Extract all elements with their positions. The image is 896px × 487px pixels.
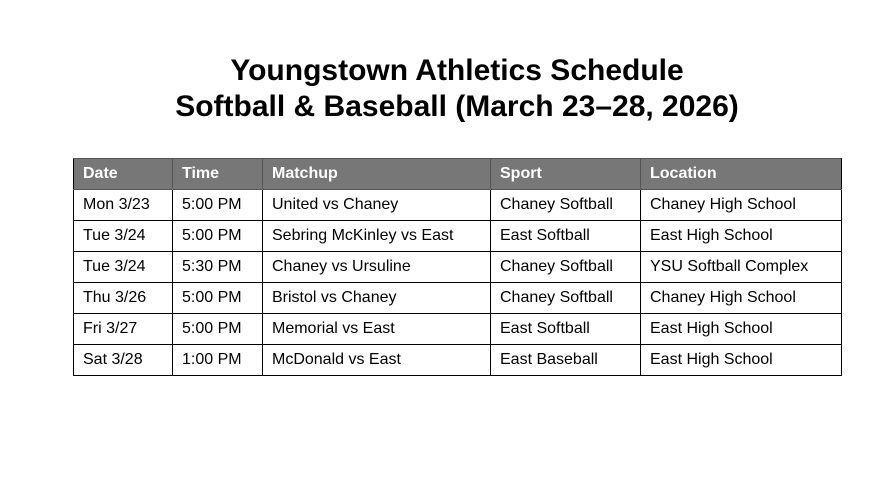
column-header-matchup: Matchup [263,159,491,190]
cell-sport: East Softball [491,221,641,252]
cell-date: Sat 3/28 [74,345,173,376]
cell-time: 5:00 PM [173,221,263,252]
table-header-row [74,159,842,190]
cell-date: Tue 3/24 [74,252,173,283]
cell-sport: East Softball [491,314,641,345]
cell-matchup: Sebring McKinley vs East [263,221,491,252]
table-row [74,190,842,221]
cell-location: Chaney High School [641,190,842,221]
cell-time: 5:00 PM [173,314,263,345]
cell-sport: Chaney Softball [491,190,641,221]
schedule-table [73,158,842,376]
table-row [74,221,842,252]
cell-matchup: McDonald vs East [263,345,491,376]
cell-location: East High School [641,221,842,252]
cell-location: YSU Softball Complex [641,252,842,283]
column-header-location: Location [641,159,842,190]
title-line-1: Youngstown Athletics Schedule [230,54,684,87]
cell-matchup: United vs Chaney [263,190,491,221]
cell-sport: Chaney Softball [491,252,641,283]
cell-date: Thu 3/26 [74,283,173,314]
column-header-sport: Sport [491,159,641,190]
cell-matchup: Memorial vs East [263,314,491,345]
cell-date: Fri 3/27 [74,314,173,345]
cell-location: Chaney High School [641,283,842,314]
cell-sport: Chaney Softball [491,283,641,314]
cell-time: 5:00 PM [173,190,263,221]
cell-time: 5:00 PM [173,283,263,314]
cell-time: 1:00 PM [173,345,263,376]
cell-location: East High School [641,314,842,345]
cell-sport: East Baseball [491,345,641,376]
page-title [0,53,896,125]
cell-time: 5:30 PM [173,252,263,283]
column-header-date: Date [74,159,173,190]
cell-date: Tue 3/24 [74,221,173,252]
cell-location: East High School [641,345,842,376]
title-line-2: Softball & Baseball (March 23–28, 2026) [175,90,739,123]
cell-date: Mon 3/23 [74,190,173,221]
cell-matchup: Chaney vs Ursuline [263,252,491,283]
table-row [74,345,842,376]
table-row [74,314,842,345]
table-row [74,252,842,283]
column-header-time: Time [173,159,263,190]
cell-matchup: Bristol vs Chaney [263,283,491,314]
table-row [74,283,842,314]
